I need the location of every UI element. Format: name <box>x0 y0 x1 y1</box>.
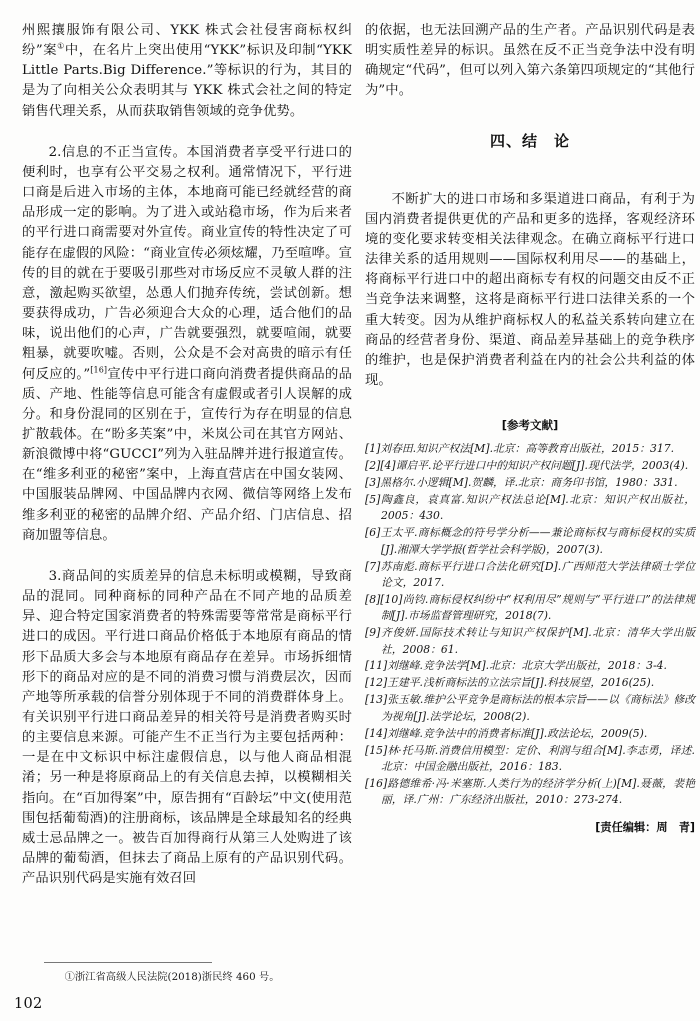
reference-item: [5]陶鑫良，袁真富.知识产权法总论[M].北京：知识产权出版社，2005：430. <box>365 492 695 523</box>
references-list <box>365 441 695 808</box>
paragraph-text: 2.信息的不正当宣传。本国消费者享受平行进口的便利时，也享有公平交易之权利。通常情况下，平行进口商是后进入市场的主体，本地商可能已经就经营的商品形成一定的影响。为了进入或站稳市场，作为后来者的平行进口商需要对外宣传。商业宣传的特性决定了可能存在虚假的风险：“商业宣传必须炫耀，乃至喧哗。宣传的目的就在于要吸引那些对市场反应不灵敏人群的注意，激起购买欲望，怂恿人们抛弃传统，尝试创新。想要获得成功，广告必须迎合大众的心理，适合他们的品味，说出他们的心声，广告就要强烈，就要喧闹，就要粗暴，就要吹嘘。否则，公众是不会对高贵的暗示有任何反应的。”[16]宣传中平行进口商向消费者提供商品的品质、产地、性能等信息可能含有虚假或者引人误解的成分。和身份混同的区别在于，宣传行为存在明显的信息扩散载体。在“盼多芙案”中，米岚公司在其官方网站、新浪微博中将“GUCCI”列为入驻品牌并进行报道宣传。在“维多利亚的秘密”案中，上海直营店在中国女装网、中国服装品牌网、中国品牌内衣网、微信等网络上发布维多利亚的秘密的品牌介绍、产品介绍、门店信息、招商加盟等信息。 <box>22 144 352 543</box>
reference-item: [15]林·托马斯.消费信用模型：定价、利润与组合[M].李志勇，译述.北京：中国金融出版社，2016：183. <box>365 743 695 773</box>
footnote-area <box>44 962 374 985</box>
reference-item: [3]黑格尔.小逻辑[M].贺麟，译.北京：商务印书馆，1980：331. <box>365 476 678 489</box>
editor-credit: [责任编辑：周 青] <box>595 820 695 834</box>
paragraph-continued-code <box>365 0 695 102</box>
reference-item: [16]路德维希·冯·米塞斯.人类行为的经济学分析(上)[M].聂薇，裴艳丽，译.广州：广东经济出版社，2010：273-274. <box>365 776 695 807</box>
paragraph-text: 的依据，也无法回溯产品的生产者。产品识别代码是表明实质性差异的标识。虽然在反不正当竞争法中没有明确规定“代码”，但可以列入第六条第四项规定的“其他行为”中。 <box>365 23 695 99</box>
reference-item: [7]苏南彪.商标平行进口合法化研究[D].广西师范大学法律硕士学位论文，2017. <box>365 559 695 589</box>
reference-item: [13]张玉敏.维护公平竞争是商标法的根本宗旨——以《商标法》修改为视角[J].法学论坛，2008(2). <box>365 693 695 723</box>
reference-item: [12]王建平.浅析商标法的立法宗旨[J].科技展望，2016(25). <box>365 676 655 690</box>
footnote-divider <box>44 962 212 963</box>
paragraph-improper-promotion <box>22 122 352 546</box>
reference-item: [14]刘继峰.竞争法中的消费者标准[J].政法论坛，2009(5). <box>365 726 648 740</box>
section-heading-conclusion: 四、结 论 <box>489 131 570 150</box>
reference-item: [9]齐俊妍.国际技术转让与知识产权保护[M].北京：清华大学出版社，2008：61. <box>365 626 695 656</box>
page-number: 102 <box>14 996 43 1012</box>
left-column <box>22 0 352 1021</box>
paragraph-text: 3.商品间的实质差异的信息未标明或模糊，导致商品的混同。同种商标的同种产品在不同产地的品质差异、迎合特定国家消费者的特殊需要等常常是商标平行进口的成因。平行进口商品价格低于本地原有商品的情形下品质大多会与本地原有商品存在差异。市场拆细情形下的商品对应的是不同的消费习惯与消费层次，因而产地等所承载的信誉分别体现于不同的消费群体身上。有关识别平行进口商品差异的相关符号是消费者购买时的主要信息来源。可能产生不正当行为主要包括两种：一是在中文标识中标注虚假信息，以与他人商品相混淆；另一种是将原商品上的有关信息去掉，以模糊相关指向。在“百加得案”中，原告拥有“百龄坛”中文(使用范围包括葡萄酒)的注册商标，该品牌是全球最知名的经典威士忌品牌之一。被告百加得商行从第三人处购进了该品牌的葡萄酒，但抹去了商品上原有的产品识别代码。产品识别代码是实施有效召回 <box>22 568 352 887</box>
paragraph-text: 州熙攘服饰有限公司、YKK 株式会社侵害商标权纠纷”案①中，在名片上突出使用“YKK”标识及印制“YKK Little Parts.Big Difference.”等标识的行为，其目的是为了向相关公众表明其与 YKK 株式会社之间的特定销售代理关系，从而获取销售领域的竞争优势。 <box>22 23 352 119</box>
references-heading: [参考文献] <box>501 418 559 433</box>
reference-item: [1]刘春田.知识产权法[M].北京：高等教育出版社，2015：317. <box>365 442 675 456</box>
citation-marker: [16] <box>90 365 108 375</box>
footnote-marker: ① <box>57 41 65 51</box>
right-column <box>365 0 695 1021</box>
paragraph-continued-ykk <box>22 0 352 122</box>
reference-item: [8][10]尚钧.商标侵权纠纷中“权利用尽”规则与“平行进口”的法律规制[J].市场监督管理研究，2018(7). <box>365 592 695 623</box>
paragraph-conclusion: 不断扩大的进口市场和多渠道进口商品，有利于为国内消费者提供更优的产品和更多的选择，客观经济环境的变化要求转变相关法律观念。在确立商标平行进口法律关系的适用规则——国际权利用尽——的基础上，将商标平行进口中的超出商标专有权的问题交由反不正当竞争法来调整，这将是商标平行进口法律关系的一个重大转变。因为从维护商标权人的私益关系转向建立在商品的经营者身份、渠道、商品差异基础上的竞争秩序的维护，也是保护消费者利益在内的社会公共利益的体现。 <box>365 191 695 389</box>
reference-item: [2][4]谭启平.论平行进口中的知识产权问题[J].现代法学，2003(4). <box>365 459 689 473</box>
reference-item: [6]王太平.商标概念的符号学分析——兼论商标权与商标侵权的实质[J].湘潭大学学报(哲学社会科学版)，2007(3). <box>365 526 695 556</box>
paragraph-substantial-difference <box>22 546 352 890</box>
reference-item: [11]刘继峰.竞争法学[M].北京：北京大学出版社，2018：3-4. <box>365 659 667 673</box>
footnote-text: ①浙江省高级人民法院(2018)浙民终 460 号。 <box>64 971 280 983</box>
